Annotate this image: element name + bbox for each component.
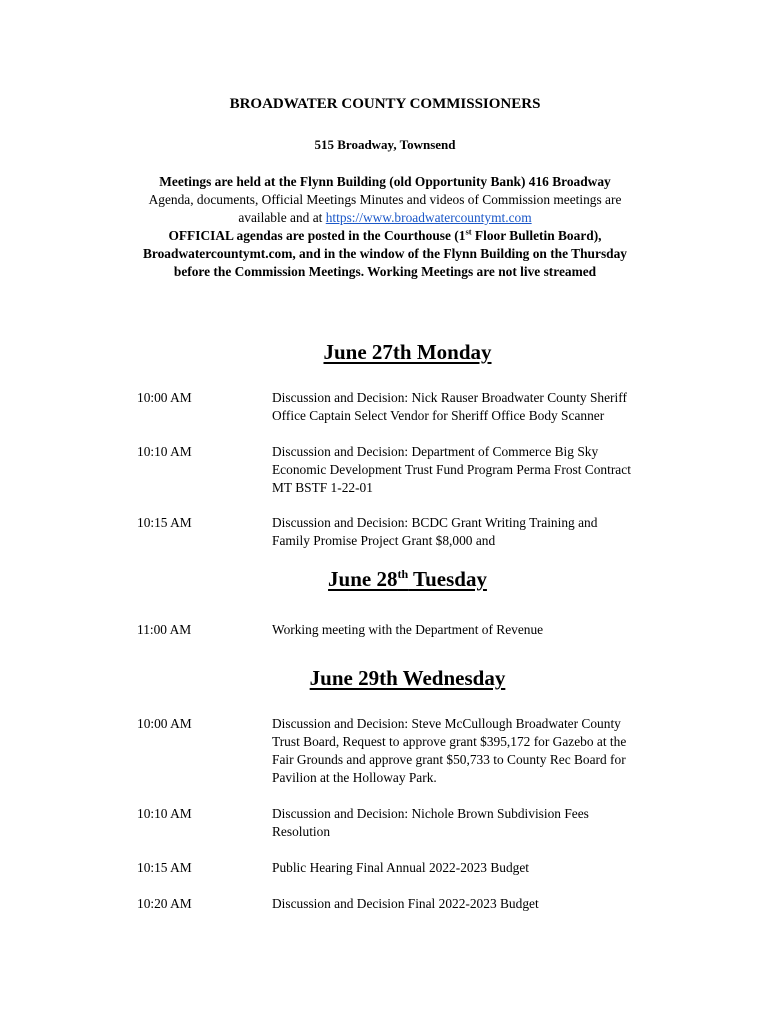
meetings-location: Meetings are held at the Flynn Building (old Opportunity Bank) 416 Broadway: [159, 174, 611, 189]
description-line: Family Promise Project Grant $8,000 and: [272, 533, 496, 548]
agenda-description: [272, 514, 682, 550]
agenda-time: 10:15 AM: [137, 860, 192, 875]
documents-line-2: [0, 209, 770, 227]
heading-superscript: th: [397, 567, 409, 581]
agenda-time: 11:00 AM: [137, 622, 192, 637]
description-line: Discussion and Decision: Nichole Brown Subdivision Fees: [272, 806, 589, 821]
official-line-3: before the Commission Meetings. Working Meetings are not live streamed: [173, 264, 597, 279]
description-line: Working meeting with the Department of Revenue: [272, 622, 544, 637]
heading-end: Tuesday: [408, 567, 487, 591]
documents-line-1: Agenda, documents, Official Meetings Minutes and videos of Commission meetings are: [148, 192, 622, 207]
day-heading-june-29: June 29th Wednesday: [309, 666, 506, 690]
agenda-description: [272, 389, 682, 425]
heading-start: June 28: [328, 567, 398, 591]
description-line: Discussion and Decision: BCDC Grant Writing Training and: [272, 515, 598, 530]
description-line: Fair Grounds and approve grant $50,733 to County Rec Board for: [272, 752, 626, 767]
agenda-description: [272, 805, 682, 841]
description-line: Office Captain Select Vendor for Sheriff Office Body Scanner: [272, 408, 605, 423]
page-title: BROADWATER COUNTY COMMISSIONERS: [229, 96, 541, 112]
county-website-link[interactable]: https://www.broadwatercountymt.com: [325, 210, 532, 225]
agenda-description: [272, 859, 682, 877]
agenda-description: [272, 443, 682, 497]
description-line: Discussion and Decision: Steve McCullough Broadwater County: [272, 716, 621, 731]
description-line: Public Hearing Final Annual 2022-2023 Budget: [272, 860, 529, 875]
description-line: Economic Development Trust Fund Program Perma Frost Contract: [272, 462, 631, 477]
description-line: Pavilion at the Holloway Park.: [272, 770, 437, 785]
agenda-description: [272, 621, 682, 639]
description-line: Resolution: [272, 824, 331, 839]
official-line-1-start: OFFICIAL agendas are posted in the Courthouse (1: [168, 228, 466, 243]
official-line-2: Broadwatercountymt.com, and in the window of the Flynn Building on the Thursday: [142, 246, 627, 261]
description-line: Trust Board, Request to approve grant $395,172 for Gazebo at the: [272, 734, 627, 749]
agenda-time: 10:20 AM: [137, 896, 192, 911]
documents-line-2-text: available and at: [238, 210, 323, 225]
day-heading-june-27: June 27th Monday: [323, 340, 492, 364]
agenda-time: 10:10 AM: [137, 806, 192, 821]
agenda-time: 10:15 AM: [137, 515, 192, 530]
official-superscript: st: [465, 226, 472, 237]
address: 515 Broadway, Townsend: [314, 137, 456, 152]
agenda-description: [272, 715, 682, 787]
agenda-time: 10:10 AM: [137, 444, 192, 459]
description-line: MT BSTF 1-22-01: [272, 480, 373, 495]
agenda-time: 10:00 AM: [137, 716, 192, 731]
description-line: Discussion and Decision: Nick Rauser Broadwater County Sheriff: [272, 390, 627, 405]
agenda-description: [272, 895, 682, 913]
description-line: Discussion and Decision: Department of Commerce Big Sky: [272, 444, 599, 459]
agenda-time: 10:00 AM: [137, 390, 192, 405]
meeting-notice: [0, 173, 770, 281]
official-line-1-end: Floor Bulletin Board),: [471, 228, 602, 243]
official-line-1: [0, 227, 770, 245]
description-line: Discussion and Decision Final 2022-2023 Budget: [272, 896, 539, 911]
day-heading-june-28: [0, 567, 770, 591]
